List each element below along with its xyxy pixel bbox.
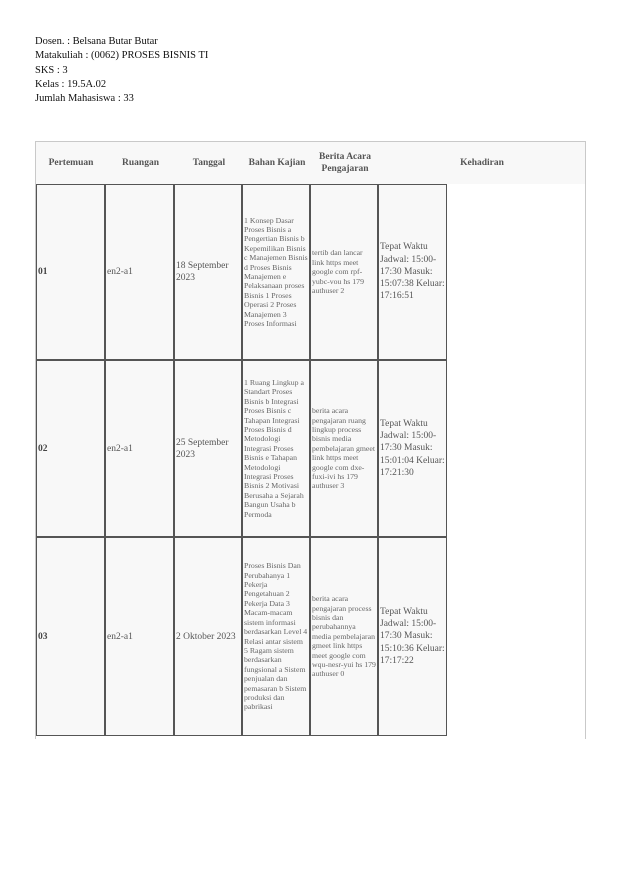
dosen-line: Dosen. : Belsana Butar Butar	[35, 36, 158, 47]
row-02-kehadiran: Tepat Waktu Jadwal: 15:00-17:30 Masuk: 15:01:04 Keluar: 17:21:30	[378, 360, 447, 537]
row-01-berita-acara: tertib dan lancar link https meet google com rpf-yubc-vou hs 179 authuser 2	[310, 184, 378, 360]
row-01-tanggal: 18 September 2023	[174, 184, 242, 360]
row-02-pertemuan: 02	[36, 360, 105, 537]
row-02-berita-acara: berita acara pengajaran ruang lingkup process bisnis media pembelajaran gmeet link https meet google com dxe-fuxi-ivi hs 179 authuser 3	[310, 360, 378, 537]
col-header-tanggal: Tanggal	[192, 158, 226, 168]
row-03-ruangan: en2-a1	[105, 537, 174, 736]
col-header-bahan-kajian: Bahan Kajian	[248, 158, 306, 168]
sks-line: SKS : 3	[35, 64, 68, 76]
row-01-ruangan: en2-a1	[105, 184, 174, 360]
col-header-kehadiran: Kehadiran	[460, 158, 504, 168]
kelas-line: Kelas : 19.5A.02	[35, 78, 107, 90]
col-header-berita-acara: Berita Acara Pengajaran	[319, 152, 371, 174]
row-01-kehadiran: Tepat Waktu Jadwal: 15:00-17:30 Masuk: 15:07:38 Keluar: 17:16:51	[378, 184, 447, 360]
row-01-pertemuan: 01	[36, 184, 105, 360]
row-03-tanggal: 2 Oktober 2023	[174, 537, 242, 736]
col-header-pertemuan: Pertemuan	[48, 158, 94, 168]
row-03-bahan-kajian: Proses Bisnis Dan Perubahanya 1 Pekerja Pengetahuan 2 Pekerja Data 3 Macam-macam sistem informasi berdasarkan Level 4 Relasi antar sistem 5 Ragam sistem berdasarkan fungsional a Sistem penjualan dan pemasaran b Sistem produksi dan pabrikasi	[242, 537, 310, 736]
col-header-ruangan: Ruangan	[122, 158, 159, 168]
document-header	[35, 35, 208, 106]
row-02-tanggal: 25 September 2023	[174, 360, 242, 537]
attendance-table	[35, 141, 586, 739]
row-02-ruangan: en2-a1	[105, 360, 174, 537]
row-01-bahan-kajian: 1 Konsep Dasar Proses Bisnis a Pengertian Bisnis b Kepemilikan Bisnis c Manajemen Bisnis d Proses Bisnis Manajemen e Pelaksanaan proses Bisnis 1 Proses Operasi 2 Proses Manajemen 3 Proses Informasi	[242, 184, 310, 360]
jumlah-mahasiswa-line: Jumlah Mahasiswa : 33	[35, 93, 134, 105]
matakuliah-line: Matakuliah : (0062) PROSES BISNIS TI	[35, 50, 209, 62]
table-header-row	[36, 142, 585, 184]
row-03-kehadiran: Tepat Waktu Jadwal: 15:00-17:30 Masuk: 15:10:36 Keluar: 17:17:22	[378, 537, 447, 736]
row-03-berita-acara: berita acara pengajaran process bisnis dan perubahannya media pembelajaran gmeet link https meet google com wqu-nesr-yui hs 179 authuser 0	[310, 537, 378, 736]
row-03-pertemuan: 03	[36, 537, 105, 736]
row-02-bahan-kajian: 1 Ruang Lingkup a Standart Proses Bisnis b Integrasi Proses Bisnis c Tahapan Integrasi Proses Bisnis d Metodologi Integrasi Proses Bisnis e Tahapan Metodologi Integrasi Proses Bisnis 2 Motivasi Berusaha a Sejarah Bangun Usaha b Permoda	[242, 360, 310, 537]
